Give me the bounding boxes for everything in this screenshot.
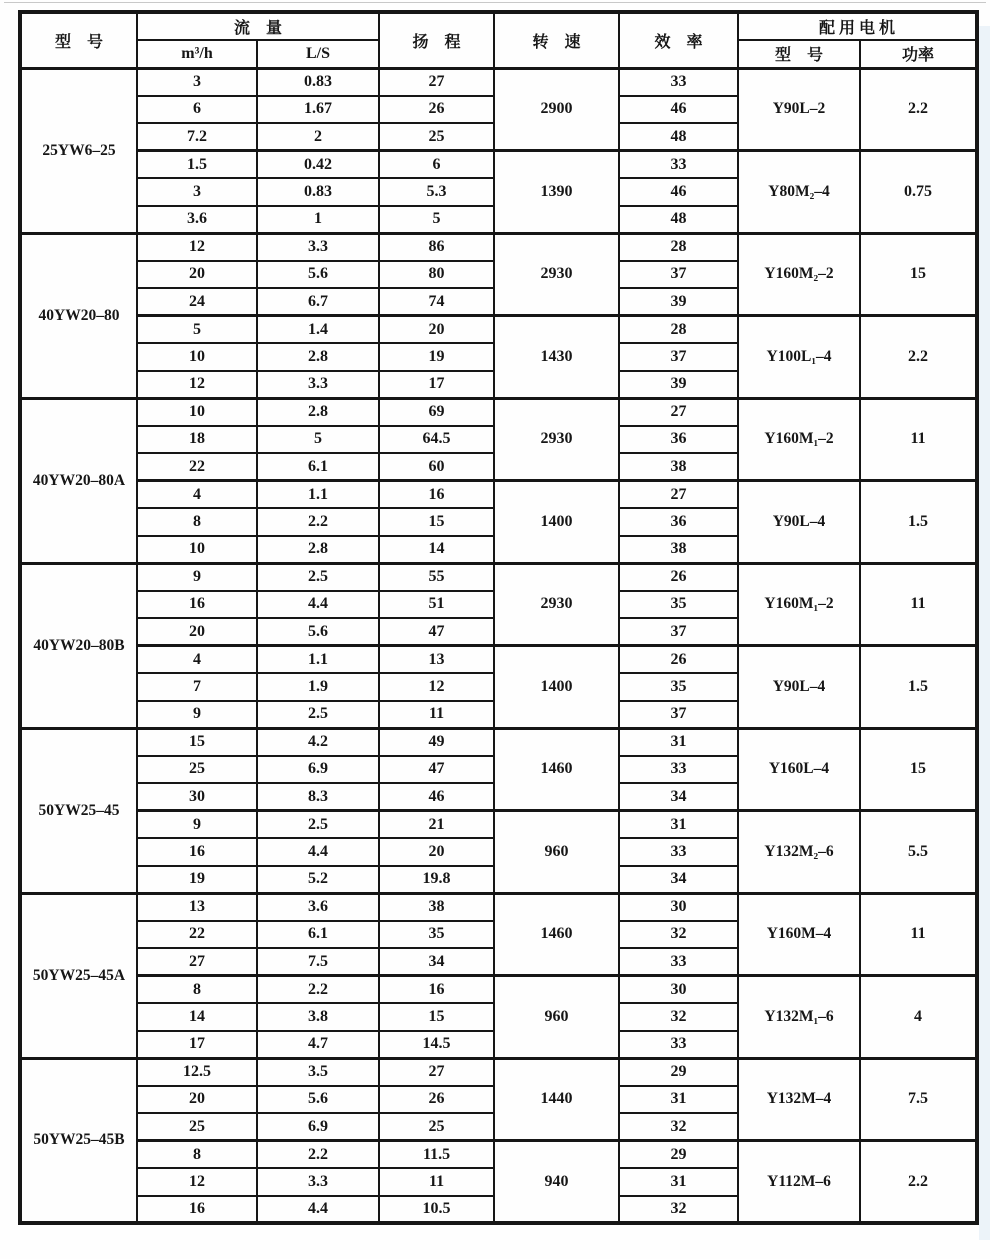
flow-ls-cell: 5.2 xyxy=(257,866,379,894)
flow-ls-cell: 5.6 xyxy=(257,1086,379,1114)
flow-m3h-cell: 8 xyxy=(137,976,257,1004)
efficiency-cell: 33 xyxy=(619,756,738,784)
table-row xyxy=(20,563,977,591)
motor-model-cell: Y132M₂–6 xyxy=(738,811,860,894)
head-cell: 38 xyxy=(379,893,494,921)
flow-ls-cell: 1.1 xyxy=(257,646,379,674)
flow-ls-cell: 6.9 xyxy=(257,756,379,784)
speed-cell: 1440 xyxy=(494,1058,619,1141)
flow-ls-cell: 5.6 xyxy=(257,261,379,289)
efficiency-cell: 32 xyxy=(619,1196,738,1224)
flow-m3h-cell: 3.6 xyxy=(137,206,257,234)
head-cell: 21 xyxy=(379,811,494,839)
head-cell: 69 xyxy=(379,398,494,426)
flow-ls-cell: 0.83 xyxy=(257,178,379,206)
flow-m3h-cell: 10 xyxy=(137,536,257,564)
head-cell: 34 xyxy=(379,948,494,976)
head-cell: 16 xyxy=(379,976,494,1004)
motor-power-cell: 15 xyxy=(860,233,977,316)
efficiency-cell: 48 xyxy=(619,206,738,234)
motor-power-cell: 15 xyxy=(860,728,977,811)
flow-ls-cell: 4.2 xyxy=(257,728,379,756)
scan-top-edge-artifact xyxy=(4,2,986,3)
header-speed: 转 速 xyxy=(494,12,619,68)
flow-m3h-cell: 12 xyxy=(137,233,257,261)
head-cell: 16 xyxy=(379,481,494,509)
flow-ls-cell: 4.4 xyxy=(257,1196,379,1224)
pump-model-cell: 40YW20–80 xyxy=(20,233,137,398)
pump-model-cell: 50YW25–45B xyxy=(20,1058,137,1223)
head-cell: 25 xyxy=(379,123,494,151)
efficiency-cell: 46 xyxy=(619,96,738,124)
flow-m3h-cell: 5 xyxy=(137,316,257,344)
efficiency-cell: 30 xyxy=(619,893,738,921)
efficiency-cell: 37 xyxy=(619,701,738,729)
header-motor: 配 用 电 机 xyxy=(738,12,977,40)
flow-ls-cell: 2.2 xyxy=(257,1141,379,1169)
head-cell: 80 xyxy=(379,261,494,289)
head-cell: 51 xyxy=(379,591,494,619)
head-cell: 35 xyxy=(379,921,494,949)
flow-ls-cell: 2.2 xyxy=(257,508,379,536)
flow-ls-cell: 1.4 xyxy=(257,316,379,344)
flow-m3h-cell: 8 xyxy=(137,1141,257,1169)
table-row xyxy=(20,398,977,426)
head-cell: 5.3 xyxy=(379,178,494,206)
motor-power-cell: 1.5 xyxy=(860,481,977,564)
speed-cell: 960 xyxy=(494,976,619,1059)
motor-power-cell: 11 xyxy=(860,563,977,646)
motor-power-cell: 0.75 xyxy=(860,151,977,234)
flow-ls-cell: 3.6 xyxy=(257,893,379,921)
head-cell: 14 xyxy=(379,536,494,564)
flow-m3h-cell: 10 xyxy=(137,398,257,426)
speed-cell: 960 xyxy=(494,811,619,894)
table-body xyxy=(20,68,977,1223)
flow-m3h-cell: 10 xyxy=(137,343,257,371)
flow-ls-cell: 4.4 xyxy=(257,838,379,866)
efficiency-cell: 33 xyxy=(619,948,738,976)
head-cell: 15 xyxy=(379,508,494,536)
motor-model-cell: Y160M₁–2 xyxy=(738,563,860,646)
efficiency-cell: 34 xyxy=(619,866,738,894)
speed-cell: 940 xyxy=(494,1141,619,1224)
efficiency-cell: 33 xyxy=(619,1031,738,1059)
flow-m3h-cell: 12 xyxy=(137,1168,257,1196)
flow-m3h-cell: 4 xyxy=(137,646,257,674)
flow-ls-cell: 1.1 xyxy=(257,481,379,509)
flow-m3h-cell: 3 xyxy=(137,178,257,206)
motor-model-cell: Y160M₂–2 xyxy=(738,233,860,316)
motor-model-cell: Y90L–4 xyxy=(738,481,860,564)
efficiency-cell: 38 xyxy=(619,453,738,481)
flow-ls-cell: 7.5 xyxy=(257,948,379,976)
flow-ls-cell: 2.8 xyxy=(257,398,379,426)
flow-m3h-cell: 20 xyxy=(137,618,257,646)
flow-ls-cell: 6.7 xyxy=(257,288,379,316)
efficiency-cell: 48 xyxy=(619,123,738,151)
efficiency-cell: 33 xyxy=(619,151,738,179)
flow-m3h-cell: 9 xyxy=(137,701,257,729)
table-row xyxy=(20,1141,977,1169)
flow-ls-cell: 1 xyxy=(257,206,379,234)
flow-ls-cell: 2.8 xyxy=(257,343,379,371)
flow-ls-cell: 4.4 xyxy=(257,591,379,619)
motor-power-cell: 11 xyxy=(860,398,977,481)
motor-power-cell: 2.2 xyxy=(860,68,977,151)
speed-cell: 1460 xyxy=(494,893,619,976)
head-cell: 19.8 xyxy=(379,866,494,894)
efficiency-cell: 29 xyxy=(619,1141,738,1169)
flow-ls-cell: 5 xyxy=(257,426,379,454)
head-cell: 49 xyxy=(379,728,494,756)
flow-ls-cell: 2.5 xyxy=(257,811,379,839)
flow-ls-cell: 3.5 xyxy=(257,1058,379,1086)
head-cell: 11 xyxy=(379,1168,494,1196)
efficiency-cell: 46 xyxy=(619,178,738,206)
speed-cell: 1390 xyxy=(494,151,619,234)
flow-m3h-cell: 6 xyxy=(137,96,257,124)
efficiency-cell: 39 xyxy=(619,371,738,399)
flow-m3h-cell: 15 xyxy=(137,728,257,756)
efficiency-cell: 26 xyxy=(619,646,738,674)
header-head: 扬 程 xyxy=(379,12,494,68)
table-row xyxy=(20,481,977,509)
table-row xyxy=(20,151,977,179)
flow-m3h-cell: 22 xyxy=(137,921,257,949)
flow-m3h-cell: 27 xyxy=(137,948,257,976)
head-cell: 11.5 xyxy=(379,1141,494,1169)
head-cell: 47 xyxy=(379,618,494,646)
pump-model-cell: 40YW20–80A xyxy=(20,398,137,563)
flow-m3h-cell: 12.5 xyxy=(137,1058,257,1086)
efficiency-cell: 36 xyxy=(619,508,738,536)
efficiency-cell: 38 xyxy=(619,536,738,564)
efficiency-cell: 34 xyxy=(619,783,738,811)
flow-ls-cell: 6.1 xyxy=(257,453,379,481)
efficiency-cell: 35 xyxy=(619,673,738,701)
flow-ls-cell: 5.6 xyxy=(257,618,379,646)
head-cell: 14.5 xyxy=(379,1031,494,1059)
head-cell: 12 xyxy=(379,673,494,701)
header-motor-model: 型 号 xyxy=(738,40,860,68)
efficiency-cell: 31 xyxy=(619,811,738,839)
efficiency-cell: 32 xyxy=(619,1003,738,1031)
flow-m3h-cell: 22 xyxy=(137,453,257,481)
flow-m3h-cell: 18 xyxy=(137,426,257,454)
motor-model-cell: Y90L–2 xyxy=(738,68,860,151)
efficiency-cell: 32 xyxy=(619,921,738,949)
head-cell: 60 xyxy=(379,453,494,481)
head-cell: 27 xyxy=(379,1058,494,1086)
flow-m3h-cell: 8 xyxy=(137,508,257,536)
flow-ls-cell: 0.42 xyxy=(257,151,379,179)
flow-ls-cell: 2 xyxy=(257,123,379,151)
efficiency-cell: 31 xyxy=(619,1168,738,1196)
header-flow-m3h: m³/h xyxy=(137,40,257,68)
head-cell: 86 xyxy=(379,233,494,261)
efficiency-cell: 26 xyxy=(619,563,738,591)
efficiency-cell: 29 xyxy=(619,1058,738,1086)
flow-m3h-cell: 30 xyxy=(137,783,257,811)
flow-m3h-cell: 17 xyxy=(137,1031,257,1059)
head-cell: 5 xyxy=(379,206,494,234)
head-cell: 47 xyxy=(379,756,494,784)
flow-m3h-cell: 7.2 xyxy=(137,123,257,151)
efficiency-cell: 28 xyxy=(619,233,738,261)
flow-m3h-cell: 20 xyxy=(137,1086,257,1114)
motor-model-cell: Y132M–4 xyxy=(738,1058,860,1141)
motor-power-cell: 7.5 xyxy=(860,1058,977,1141)
speed-cell: 2930 xyxy=(494,563,619,646)
flow-m3h-cell: 16 xyxy=(137,1196,257,1224)
efficiency-cell: 37 xyxy=(619,261,738,289)
flow-ls-cell: 0.83 xyxy=(257,68,379,96)
speed-cell: 2930 xyxy=(494,233,619,316)
flow-ls-cell: 6.1 xyxy=(257,921,379,949)
flow-m3h-cell: 16 xyxy=(137,591,257,619)
flow-ls-cell: 2.8 xyxy=(257,536,379,564)
flow-m3h-cell: 7 xyxy=(137,673,257,701)
pump-model-cell: 40YW20–80B xyxy=(20,563,137,728)
head-cell: 13 xyxy=(379,646,494,674)
flow-ls-cell: 3.3 xyxy=(257,1168,379,1196)
flow-m3h-cell: 16 xyxy=(137,838,257,866)
table-row xyxy=(20,976,977,1004)
table-row xyxy=(20,1058,977,1086)
motor-power-cell: 4 xyxy=(860,976,977,1059)
flow-ls-cell: 8.3 xyxy=(257,783,379,811)
flow-m3h-cell: 14 xyxy=(137,1003,257,1031)
head-cell: 26 xyxy=(379,96,494,124)
flow-ls-cell: 1.67 xyxy=(257,96,379,124)
flow-ls-cell: 1.9 xyxy=(257,673,379,701)
speed-cell: 1400 xyxy=(494,646,619,729)
flow-ls-cell: 3.3 xyxy=(257,371,379,399)
head-cell: 19 xyxy=(379,343,494,371)
flow-m3h-cell: 12 xyxy=(137,371,257,399)
head-cell: 27 xyxy=(379,68,494,96)
head-cell: 15 xyxy=(379,1003,494,1031)
header-efficiency: 效 率 xyxy=(619,12,738,68)
pump-model-cell: 50YW25–45A xyxy=(20,893,137,1058)
motor-model-cell: Y80M₂–4 xyxy=(738,151,860,234)
flow-m3h-cell: 25 xyxy=(137,756,257,784)
head-cell: 17 xyxy=(379,371,494,399)
efficiency-cell: 27 xyxy=(619,481,738,509)
speed-cell: 1460 xyxy=(494,728,619,811)
table-row xyxy=(20,68,977,96)
efficiency-cell: 33 xyxy=(619,68,738,96)
head-cell: 64.5 xyxy=(379,426,494,454)
pump-specification-table xyxy=(18,10,979,1225)
table-row xyxy=(20,893,977,921)
flow-ls-cell: 2.5 xyxy=(257,701,379,729)
flow-ls-cell: 3.8 xyxy=(257,1003,379,1031)
efficiency-cell: 36 xyxy=(619,426,738,454)
flow-m3h-cell: 9 xyxy=(137,563,257,591)
motor-model-cell: Y160M₁–2 xyxy=(738,398,860,481)
motor-model-cell: Y132M₁–6 xyxy=(738,976,860,1059)
flow-ls-cell: 2.5 xyxy=(257,563,379,591)
head-cell: 20 xyxy=(379,838,494,866)
pump-model-cell: 25YW6–25 xyxy=(20,68,137,233)
motor-model-cell: Y112M–6 xyxy=(738,1141,860,1224)
head-cell: 25 xyxy=(379,1113,494,1141)
header-pump-model: 型 号 xyxy=(20,12,137,68)
efficiency-cell: 35 xyxy=(619,591,738,619)
flow-m3h-cell: 3 xyxy=(137,68,257,96)
efficiency-cell: 33 xyxy=(619,838,738,866)
head-cell: 46 xyxy=(379,783,494,811)
flow-ls-cell: 4.7 xyxy=(257,1031,379,1059)
efficiency-cell: 28 xyxy=(619,316,738,344)
head-cell: 26 xyxy=(379,1086,494,1114)
flow-m3h-cell: 20 xyxy=(137,261,257,289)
motor-power-cell: 11 xyxy=(860,893,977,976)
flow-m3h-cell: 19 xyxy=(137,866,257,894)
table-row xyxy=(20,811,977,839)
table-row xyxy=(20,316,977,344)
motor-power-cell: 2.2 xyxy=(860,1141,977,1224)
speed-cell: 2930 xyxy=(494,398,619,481)
table-header xyxy=(20,12,977,68)
motor-power-cell: 2.2 xyxy=(860,316,977,399)
head-cell: 74 xyxy=(379,288,494,316)
motor-model-cell: Y160L–4 xyxy=(738,728,860,811)
head-cell: 10.5 xyxy=(379,1196,494,1224)
motor-model-cell: Y160M–4 xyxy=(738,893,860,976)
flow-m3h-cell: 1.5 xyxy=(137,151,257,179)
motor-model-cell: Y90L–4 xyxy=(738,646,860,729)
efficiency-cell: 39 xyxy=(619,288,738,316)
efficiency-cell: 32 xyxy=(619,1113,738,1141)
pump-model-cell: 50YW25–45 xyxy=(20,728,137,893)
scan-right-edge-artifact xyxy=(979,26,990,1240)
head-cell: 11 xyxy=(379,701,494,729)
head-cell: 20 xyxy=(379,316,494,344)
speed-cell: 1400 xyxy=(494,481,619,564)
flow-m3h-cell: 13 xyxy=(137,893,257,921)
header-flow-ls: L/S xyxy=(257,40,379,68)
table-row xyxy=(20,233,977,261)
header-flow: 流 量 xyxy=(137,12,379,40)
efficiency-cell: 30 xyxy=(619,976,738,1004)
efficiency-cell: 37 xyxy=(619,343,738,371)
header-motor-power: 功率 xyxy=(860,40,977,68)
motor-model-cell: Y100L₁–4 xyxy=(738,316,860,399)
flow-m3h-cell: 25 xyxy=(137,1113,257,1141)
efficiency-cell: 31 xyxy=(619,728,738,756)
motor-power-cell: 5.5 xyxy=(860,811,977,894)
speed-cell: 2900 xyxy=(494,68,619,151)
motor-power-cell: 1.5 xyxy=(860,646,977,729)
speed-cell: 1430 xyxy=(494,316,619,399)
flow-m3h-cell: 4 xyxy=(137,481,257,509)
efficiency-cell: 31 xyxy=(619,1086,738,1114)
efficiency-cell: 37 xyxy=(619,618,738,646)
flow-ls-cell: 6.9 xyxy=(257,1113,379,1141)
table-row xyxy=(20,728,977,756)
efficiency-cell: 27 xyxy=(619,398,738,426)
head-cell: 55 xyxy=(379,563,494,591)
flow-m3h-cell: 9 xyxy=(137,811,257,839)
table-row xyxy=(20,646,977,674)
flow-m3h-cell: 24 xyxy=(137,288,257,316)
flow-ls-cell: 2.2 xyxy=(257,976,379,1004)
head-cell: 6 xyxy=(379,151,494,179)
flow-ls-cell: 3.3 xyxy=(257,233,379,261)
